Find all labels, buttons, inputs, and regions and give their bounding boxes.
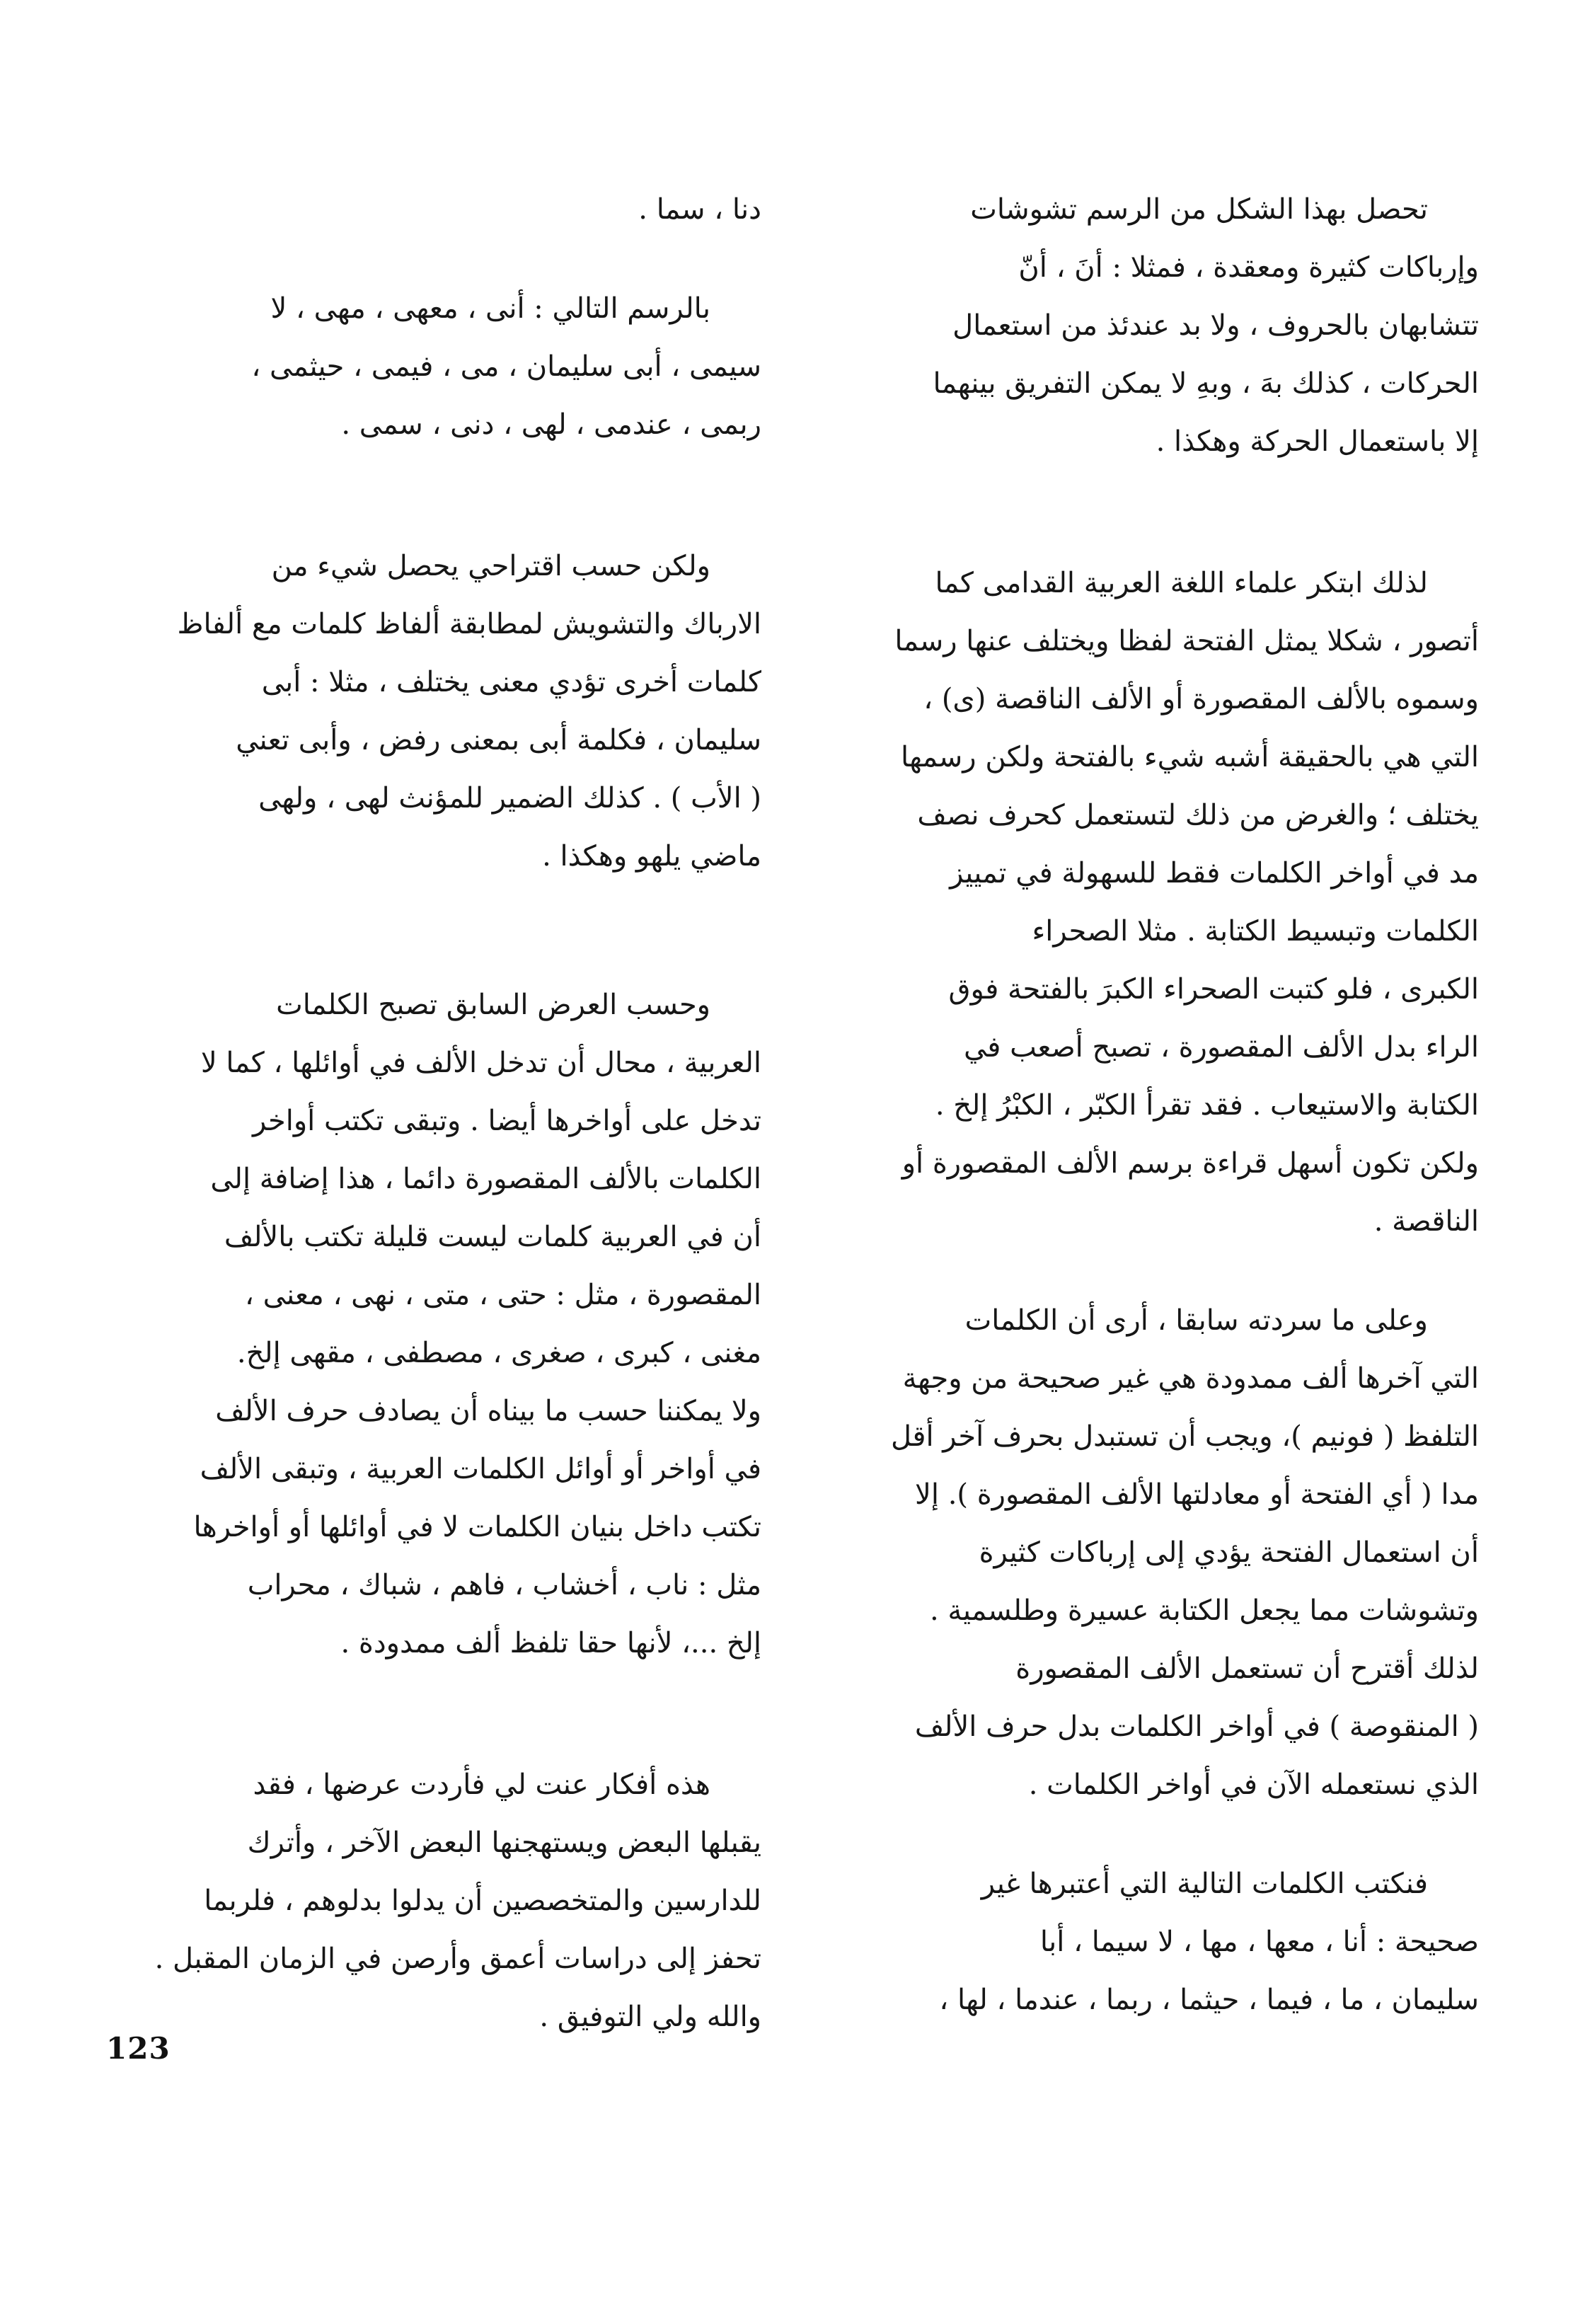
text-line: وإرباكات كثيرة ومعقدة ، فمثلا : أنَ ، أنّ	[1018, 251, 1479, 284]
text-line: تدخل على أواخرها أيضا . وتبقى تكتب أواخر	[252, 1105, 761, 1137]
text-line: ماضي يلهو وهكذا .	[542, 840, 761, 873]
text-line: تكتب داخل بنيان الكلمات لا في أوائلها أو أواخرها	[193, 1511, 761, 1543]
text-line: الذي نستعمله الآن في أواخر الكلمات .	[1028, 1768, 1479, 1801]
text-line: ( المنقوصة ) في أواخر الكلمات بدل حرف الألف	[914, 1710, 1479, 1743]
text-line: ولكن حسب اقتراحي يحصل شيء من	[271, 550, 710, 582]
text-line: التي آخرها ألف ممدودة هي غير صحيحة من وجهة	[902, 1362, 1479, 1395]
paragraph-proposal	[839, 1292, 1479, 1814]
text-line: سيمى ، أبى سليمان ، مى ، فيمى ، حيثمى ،	[251, 350, 761, 383]
text-line: الكتابة والاستيعاب . فقد تقرأ الكبّر ، الكبْرُ إلخ .	[935, 1089, 1479, 1122]
text-line: أن في العربية كلمات ليست قليلة تكتب بالألف	[224, 1221, 761, 1253]
left-column	[105, 180, 761, 2046]
text-line: العربية ، محال أن تدخل الألف في أوائلها ، كما لا	[200, 1047, 761, 1079]
text-line: الكلمات بالألف المقصورة دائما ، هذا إضافة إلى	[210, 1163, 761, 1195]
text-line: سليمان ، فكلمة أبى بمعنى رفض ، وأبى تعني	[236, 724, 761, 757]
text-line: بالرسم التالي : أنى ، معهى ، مهى ، لا	[270, 292, 710, 325]
text-line: الكلمات وتبسيط الكتابة . مثلا الصحراء	[1032, 915, 1479, 948]
paragraph-conclusion	[105, 1756, 761, 2046]
page-number: 123	[106, 2031, 171, 2066]
text-line: فنكتب الكلمات التالية التي أعتبرها غير	[981, 1868, 1428, 1900]
paragraph-new-spelling	[105, 280, 761, 454]
text-line: أن استعمال الفتحة يؤدي إلى إرباكات كثيرة	[979, 1536, 1479, 1569]
text-line: والله ولي التوفيق .	[539, 2001, 761, 2033]
text-line: ولكن تكون أسهل قراءة برسم الألف المقصورة أو	[901, 1147, 1479, 1180]
text-line: أتصور ، شكلا يمثل الفتحة لفظا ويختلف عنها رسما	[894, 625, 1479, 657]
text-line: وسموه بالألف المقصورة أو الألف الناقصة (ى) ،	[923, 683, 1479, 715]
text-line: وحسب العرض السابق تصبح الكلمات	[276, 989, 710, 1021]
text-line: وتشوشات مما يجعل الكتابة عسيرة وطلسمية .	[929, 1594, 1479, 1627]
text-line: المقصورة ، مثل : حتى ، متى ، نهى ، معنى ،	[245, 1279, 761, 1311]
right-column	[839, 180, 1479, 2029]
text-line: ( الأب ) . كذلك الضمير للمؤنث لهى ، ولهى	[258, 782, 761, 815]
text-line: هذه أفكار عنت لي فأردت عرضها ، فقد	[253, 1768, 710, 1801]
text-line: التلفظ ( فونيم )، ويجب أن تستبدل بحرف آخر أقل	[891, 1420, 1479, 1453]
text-line: الراء بدل الألف المقصورة ، تصبح أصعب في	[963, 1031, 1479, 1064]
text-line: الناقصة .	[1373, 1205, 1479, 1238]
text-line: مدا ( أي الفتحة أو معادلتها الألف المقصورة ). إلا	[915, 1478, 1479, 1511]
text-line: الكبرى ، فلو كتبت الصحراء الكبرَ بالفتحة فوق	[948, 973, 1479, 1006]
text-line: لذلك أقترح أن تستعمل الألف المقصورة	[1015, 1652, 1479, 1685]
text-line: يختلف ؛ والغرض من ذلك لتستعمل كحرف نصف	[917, 799, 1479, 832]
text-line: الحركات ، كذلك بهَ ، وبهِ لا يمكن التفريق بينهما	[933, 367, 1479, 400]
paragraph-alif-maqsura	[839, 554, 1479, 1250]
text-line: دنا ، سما .	[638, 193, 761, 226]
text-line: ولا يمكننا حسب ما بيناه أن يصادف حرف الألف	[215, 1395, 761, 1427]
paragraph-continuation	[105, 180, 761, 238]
text-line: يقبلها البعض ويستهجنها البعض الآخر ، وأترك	[247, 1827, 761, 1859]
text-line: وعلى ما سردته سابقا ، أرى أن الكلمات	[964, 1304, 1428, 1337]
text-line: إلا باستعمال الحركة وهكذا .	[1156, 425, 1479, 458]
text-line: للدارسين والمتخصصين أن يدلوا بدلوهم ، فلربما	[204, 1885, 761, 1917]
text-line: في أواخر أو أوائل الكلمات العربية ، وتبقى الألف	[200, 1453, 761, 1485]
text-line: كلمات أخرى تؤدي معنى يختلف ، مثلا : أبى	[261, 666, 761, 698]
text-line: ربمى ، عندمى ، لهى ، دنى ، سمى .	[341, 408, 761, 441]
text-line: مغنى ، كبرى ، صغرى ، مصطفى ، مقهى إلخ.	[236, 1337, 761, 1369]
text-line: تحفز إلى دراسات أعمق وأرصن في الزمان المقبل .	[154, 1943, 761, 1975]
text-line: لذلك ابتكر علماء اللغة العربية القدامى كما	[935, 567, 1428, 599]
text-line: الارباك والتشويش لمطابقة ألفاظ كلمات مع ألفاظ	[177, 608, 761, 640]
text-line: سليمان ، ما ، فيما ، حيثما ، ربما ، عندما ، لها ،	[939, 1984, 1479, 2016]
text-line: مثل : ناب ، أخشاب ، فاهم ، شباك ، محراب	[247, 1569, 761, 1601]
text-line: تتشابهان بالحروف ، ولا بد عندئذ من استعمال	[952, 309, 1479, 342]
text-line: تحصل بهذا الشكل من الرسم تشوشات	[970, 193, 1428, 226]
paragraph-ambiguity	[105, 537, 761, 885]
text-line: صحيحة : أنا ، معها ، مها ، لا سيما ، أبا	[1039, 1926, 1479, 1958]
paragraph-consequence	[105, 976, 761, 1672]
text-line: مد في أواخر الكلمات فقط للسهولة في تمييز	[950, 857, 1479, 890]
text-line: إلخ ...، لأنها حقا تلفظ ألف ممدودة .	[340, 1627, 761, 1659]
paragraph-mixed-letters	[839, 180, 1479, 471]
paragraph-word-list	[839, 1855, 1479, 2029]
text-line: التي هي بالحقيقة أشبه شيء بالفتحة ولكن رسمها	[901, 741, 1479, 773]
